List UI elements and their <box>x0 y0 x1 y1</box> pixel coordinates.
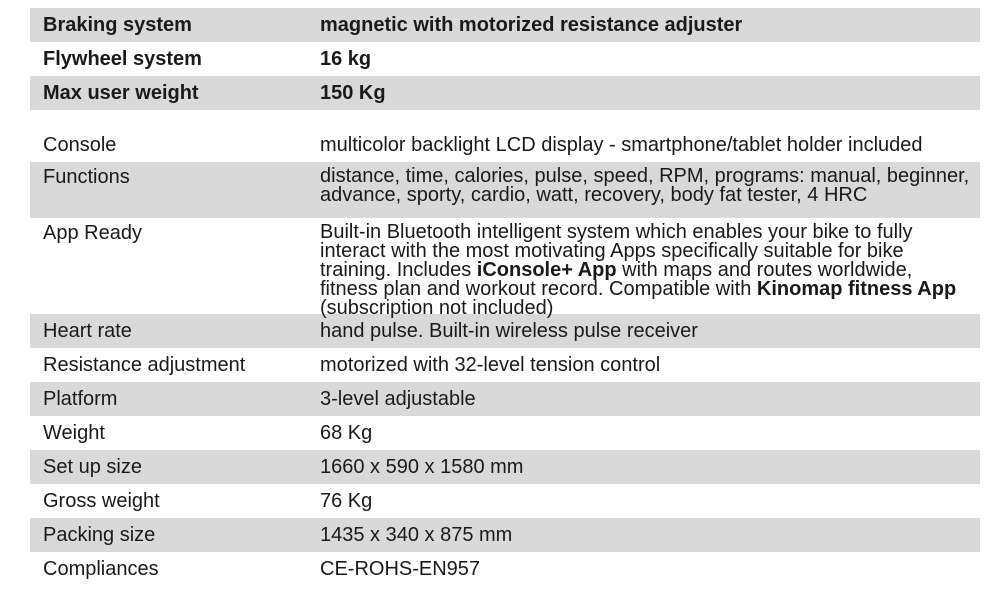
app-name-iconsole: iConsole+ App <box>476 259 617 281</box>
app-name-kinomap: Kinomap fitness App <box>756 278 957 300</box>
spec-label: Functions <box>43 166 130 188</box>
spec-value-app-ready <box>320 223 980 318</box>
spec-value: magnetic with motorized resistance adjuster <box>320 13 743 36</box>
spec-row-setup-size <box>30 450 980 484</box>
spec-row-packing-size <box>30 518 980 552</box>
spec-label: Platform <box>43 387 118 410</box>
spec-label: Heart rate <box>43 319 132 342</box>
spec-table <box>30 8 980 586</box>
spec-label: Gross weight <box>43 489 160 512</box>
spec-value: CE-ROHS-EN957 <box>320 557 481 580</box>
spec-row-weight <box>30 416 980 450</box>
spec-value: 1660 x 590 x 1580 mm <box>320 455 524 478</box>
spec-value: 1435 x 340 x 875 mm <box>320 523 513 546</box>
spec-row-braking-system <box>30 8 980 42</box>
spec-row-heart-rate <box>30 314 980 348</box>
spec-label: Resistance adjustment <box>43 353 246 376</box>
app-text-2: with maps and routes worldwide, fitness plan and workout record. Compatible with <box>320 259 913 300</box>
spec-value: 3-level adjustable <box>320 387 476 410</box>
spec-label: Braking system <box>43 13 192 36</box>
spec-row-compliances <box>30 552 980 586</box>
section-spacer <box>30 110 980 128</box>
spec-row-app-ready <box>30 218 980 319</box>
app-text-3: (subscription not included) <box>320 297 554 319</box>
spec-row-flywheel-system <box>30 42 980 76</box>
spec-value: 16 kg <box>320 47 372 70</box>
spec-value: 150 Kg <box>320 81 386 104</box>
spec-label: Compliances <box>43 557 159 580</box>
spec-label: Max user weight <box>43 81 199 104</box>
spec-row-console <box>30 128 980 162</box>
spec-label: Console <box>43 133 117 156</box>
spec-row-functions <box>30 162 980 218</box>
spec-label: Set up size <box>43 455 142 478</box>
spec-row-max-user-weight <box>30 76 980 110</box>
spec-value: distance, time, calories, pulse, speed, RPM, programs: manual, beginner, advance, sporty, cardio, watt, recovery, body fat tester, 4 HRC <box>320 165 970 206</box>
spec-value: motorized with 32-level tension control <box>320 353 661 376</box>
spec-value: hand pulse. Built-in wireless pulse receiver <box>320 319 698 342</box>
spec-row-resistance-adjustment <box>30 348 980 382</box>
spec-value: multicolor backlight LCD display - smartphone/tablet holder included <box>320 133 923 156</box>
spec-value: 68 Kg <box>320 421 373 444</box>
spec-label: Packing size <box>43 523 156 546</box>
app-text-1: Built-in Bluetooth intelligent system which enables your bike to fully interact with the most motivating Apps specifically suitable for bike training. Includes <box>320 221 913 281</box>
spec-label: App Ready <box>43 222 142 244</box>
spec-row-gross-weight <box>30 484 980 518</box>
spec-label: Weight <box>43 421 105 444</box>
spec-row-platform <box>30 382 980 416</box>
spec-label: Flywheel system <box>43 47 202 70</box>
spec-value: 76 Kg <box>320 489 373 512</box>
